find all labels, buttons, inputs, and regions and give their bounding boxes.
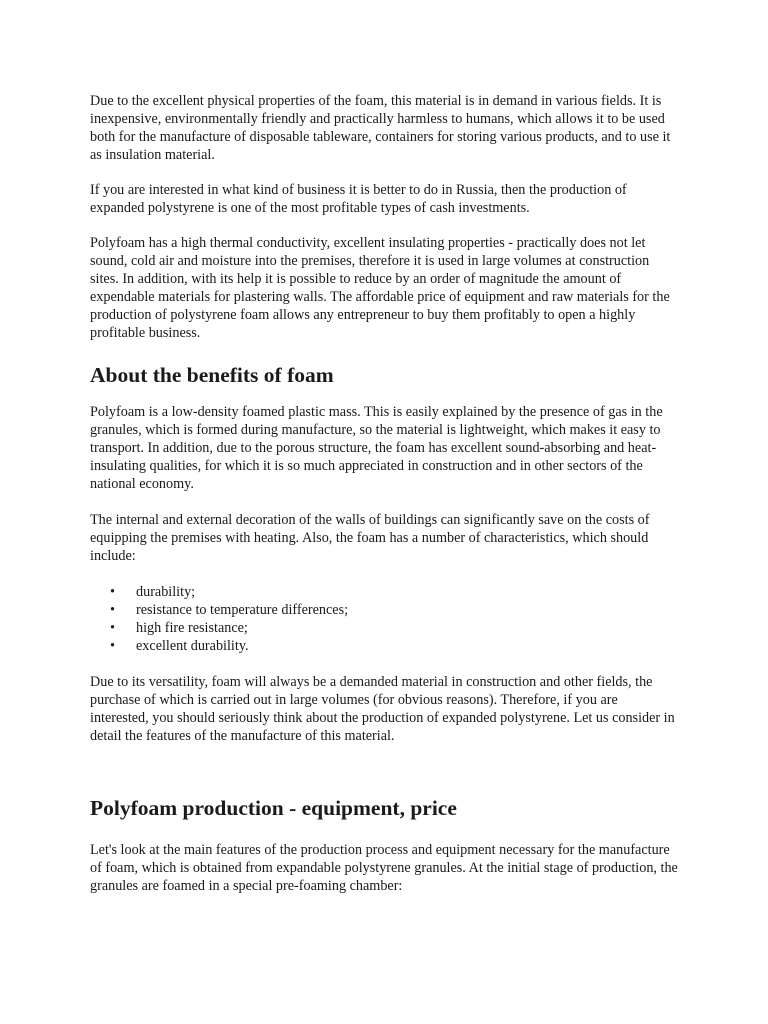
bullet-icon: •: [110, 620, 115, 636]
list-item: [90, 637, 680, 655]
heading-production: Polyfoam production - equipment, price: [90, 796, 457, 820]
list-item: [90, 583, 680, 601]
bullet-icon: •: [110, 584, 115, 600]
characteristics-list: [90, 583, 680, 655]
paragraph-low-density: Polyfoam is a low-density foamed plastic mass. This is easily explained by the presence of gas in the granules, which is formed during manufacture, so the material is lightweight, which makes it easy to transport. In addition, due to the porous structure, the foam has excellent sound-absorbing and heat-insulating qualities, for which it is so much appreciated in construction and in other sectors of the national economy.: [90, 404, 663, 492]
bullet-icon: •: [110, 638, 115, 654]
paragraph-versatility: Due to its versatility, foam will always be a demanded material in construction and other fields, the purchase of which is carried out in large volumes (for obvious reasons). Therefore, if you are interested, you should seriously think about the production of expanded polystyrene. Let us consider in detail the features of the manufacture of this material.: [90, 674, 675, 744]
heading-benefits: About the benefits of foam: [90, 363, 334, 387]
paragraph-intro: Due to the excellent physical properties of the foam, this material is in demand in various fields. It is inexpensive, environmentally friendly and practically harmless to humans, which allows it to be used both for the manufacture of disposable tableware, containers for storing various products, and to use it as insulation material.: [90, 93, 671, 163]
document-page: [90, 92, 680, 895]
list-item-text: resistance to temperature differences;: [136, 602, 349, 618]
paragraph-decoration: The internal and external decoration of the walls of buildings can significantly save on the costs of equipping the premises with heating. Also, the foam has a number of characteristics, which should include:: [90, 512, 650, 564]
bullet-icon: •: [110, 602, 115, 618]
list-item: [90, 601, 680, 619]
paragraph-business: If you are interested in what kind of business it is better to do in Russia, then the production of expanded polystyrene is one of the most profitable types of cash investments.: [90, 182, 627, 216]
list-item-text: high fire resistance;: [136, 620, 248, 636]
list-item-text: excellent durability.: [136, 638, 249, 654]
list-item: [90, 619, 680, 637]
paragraph-production-process: Let's look at the main features of the production process and equipment necessary for the manufacture of foam, which is obtained from expandable polystyrene granules. At the initial stage of production, the granules are foamed in a special pre-foaming chamber:: [90, 842, 678, 894]
paragraph-properties: Polyfoam has a high thermal conductivity, excellent insulating properties - practically does not let sound, cold air and moisture into the premises, therefore it is used in large volumes at construction sites. In addition, with its help it is possible to reduce by an order of magnitude the amount of expendable materials for plastering walls. The affordable price of equipment and raw materials for the production of polystyrene foam allows any entrepreneur to buy them profitably to open a highly profitable business.: [90, 235, 670, 341]
list-item-text: durability;: [136, 584, 196, 600]
